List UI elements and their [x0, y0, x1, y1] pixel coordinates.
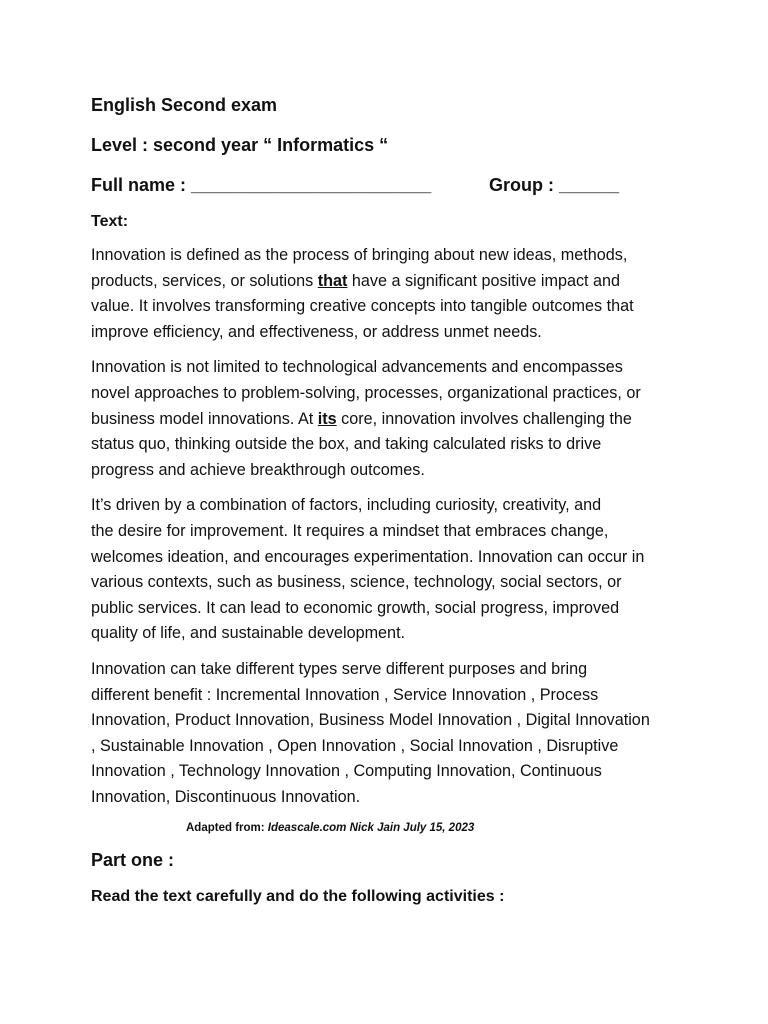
- paragraph-1: Innovation is defined as the process of bringing about new ideas, methods, products, services, or solutions that have a significant positive impact and value. It involves transforming creative concepts into tangible outcomes that improve efficiency, and effectiveness, or address unmet needs.: [91, 246, 634, 341]
- paragraph-2: Innovation is not limited to technological advancements and encompasses novel approaches to problem-solving, processes, organizational practices, or business model innovations. At its core, innovation involves challenging the status quo, thinking outside the box, and taking calculated risks to drive progress and achieve breakthrough outcomes.: [91, 358, 641, 479]
- credit-label: Adapted from:: [186, 822, 268, 835]
- group-field: Group : ______: [489, 175, 620, 195]
- level-line: Level : second year “ Informatics “: [91, 135, 389, 155]
- part-one-heading: Part one :: [91, 850, 175, 871]
- credit-source: Ideascale.com Nick Jain July 15, 2023: [267, 822, 475, 835]
- emphasized-word-its: its: [317, 409, 337, 428]
- exam-title: English Second exam: [91, 95, 278, 115]
- source-credit: [186, 820, 691, 836]
- paragraph-4: Innovation can take different types serve different purposes and bring different benefit : Incremental Innovation , Service Innovation , Process Innovation, Product Innovation, Business Model Innovation , Digital Innovation , Sustainable Innovation , Open Innovation , Social Innovation , Disruptive Innovation , Technology Innovation , Computing Innovation, Continuous Innovation, Discontinuous Innovation.: [91, 659, 650, 806]
- text-label: Text:: [91, 213, 129, 230]
- paragraph-3: It’s driven by a combination of factors, including curiosity, creativity, and the desire for improvement. It requires a mindset that embraces change, welcomes ideation, and encourages experimentation. Innovation can occur in various contexts, such as business, science, technology, social sectors, or public services. It can lead to economic growth, social progress, improved quality of life, and sustainable development.: [91, 496, 645, 643]
- exam-page: [91, 93, 691, 908]
- emphasized-word-that: that: [317, 271, 348, 290]
- name-group-row: [91, 173, 691, 197]
- full-name-field: Full name : ________________________: [91, 175, 432, 195]
- part-one-instruction: Read the text carefully and do the following activities :: [91, 888, 505, 906]
